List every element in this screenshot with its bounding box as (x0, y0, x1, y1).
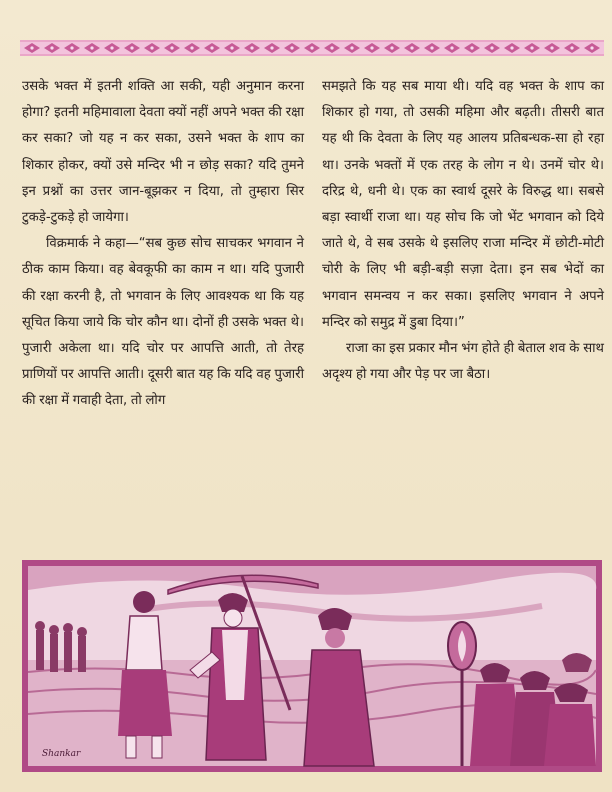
story-illustration (22, 560, 602, 772)
text-columns (22, 74, 604, 544)
right-column (322, 74, 604, 544)
left-column (22, 74, 304, 544)
paragraph: उसके भक्त में इतनी शक्ति आ सकी, यही अनुमान करना होगा? इतनी महिमावाला देवता क्यों नहीं अपने भक्त की रक्षा कर सका? जो यह न कर सका, उसने भक्त के शाप का शिकार होकर, क्यों उसे मन्दिर भी न छोड़ सका? यदि तुमने इन प्रश्नों का उत्तर जान-बूझकर न दिया, तो तुम्हारा सिर टुकड़े-टुकड़े हो जायेगा। (22, 79, 304, 226)
artist-signature: Shankar (42, 749, 81, 759)
paragraph: राजा का इस प्रकार मौन भंग होते ही बेताल शव के साथ अदृश्य हो गया और पेड़ पर जा बैठा। (322, 341, 604, 383)
paragraph: समझते कि यह सब माया थी। यदि वह भक्त के शाप का शिकार हो गया, तो उसकी महिमा और बढ़ती। तीसरी बात यह थी कि देवता के लिए यह आलय प्रतिबन्धक-सा हो रहा था। उनके भक्तों में एक तरह के लोग न थे। उनमें चोर थे। दरिद्र थे, धनी थे। एक का स्वार्थ दूसरे के विरुद्ध था। सबसे बड़ा स्वार्थी राजा था। यह सोच कि जो भेंट भगवान को दिये जाते थे, वे सब उसके थे इसलिए राजा मन्दिर में छोटी-मोटी चोरी के लिए भी बड़ी-बड़ी सज़ा देता। इन सब भेदों का भगवान समन्वय न कर सका। इसलिए भगवान ने अपने मन्दिर को समुद्र में डुबा दिया।” (322, 79, 604, 330)
paragraph: विक्रमार्क ने कहा—“सब कुछ सोच साचकर भगवान ने ठीक काम किया। वह बेवकूफी का काम न था। यदि पुजारी की रक्षा करनी है, तो भगवान के लिए आवश्यक था कि यह सूचित किया जाये कि चोर कौन था। दोनों ही उसके भक्त थे। पुजारी अकेला था। यदि चोर पर आपत्ति आती, तो तेरह प्राणियों पर आपत्ति आती। दूसरी बात यह कि यदि वह पुजारी की रक्षा में गवाही देता, तो लोग (22, 236, 304, 409)
decorative-border (20, 40, 604, 56)
